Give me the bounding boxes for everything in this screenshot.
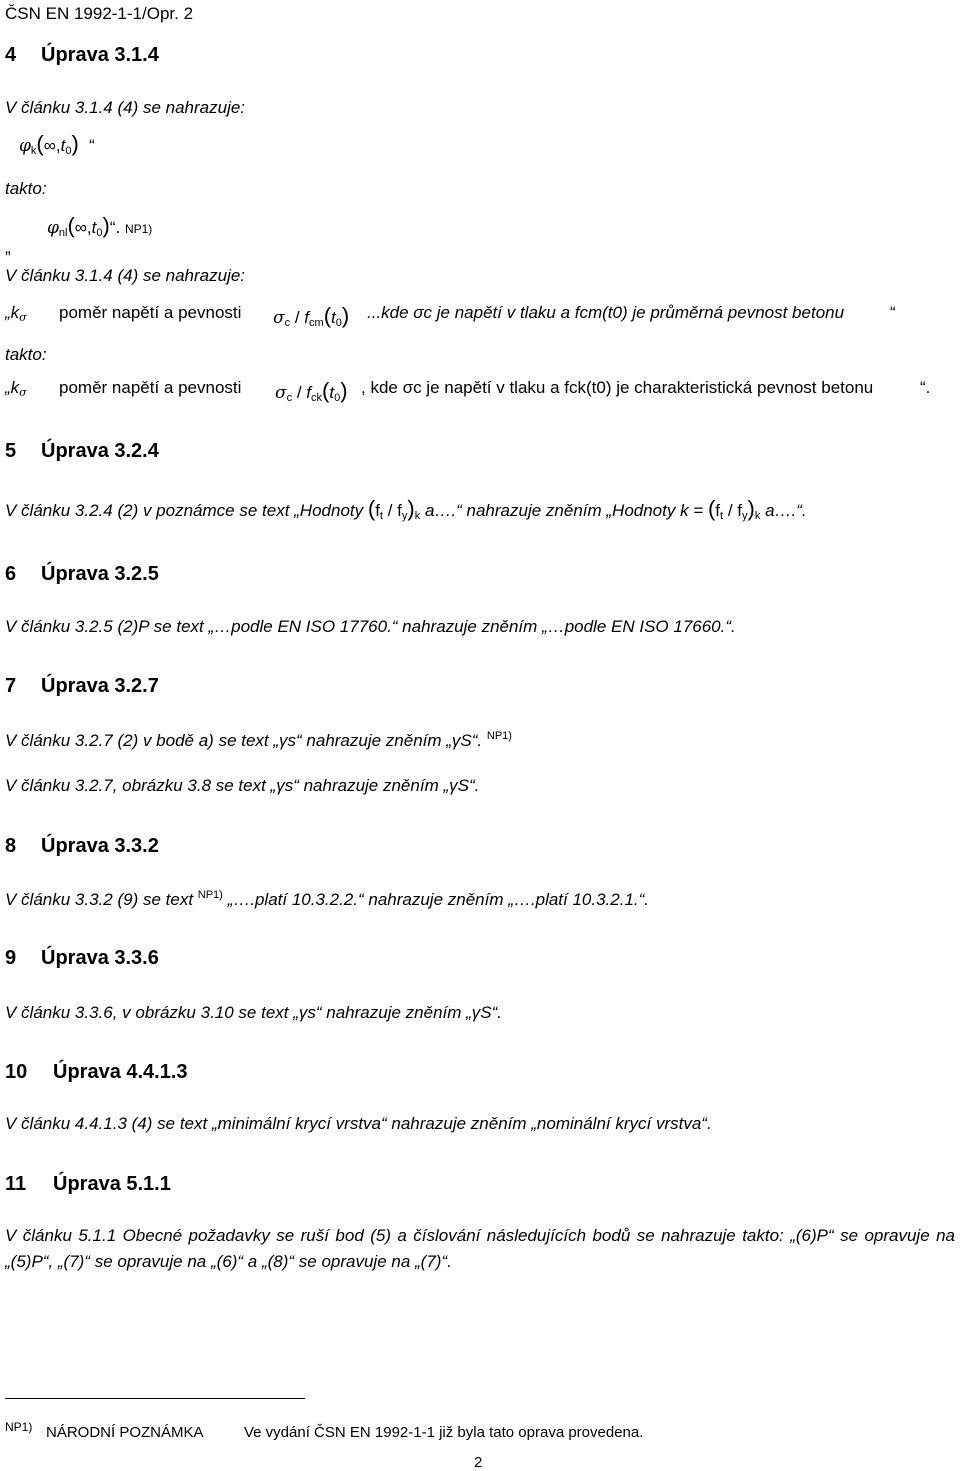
paragraph-3-1-4-b: V článku 3.1.4 (4) se nahrazuje: [5,266,246,285]
section-heading-5: 5 Úprava 3.2.4 [5,440,159,462]
paragraph-3-2-7-b: V článku 3.2.7, obrázku 3.8 se text „γs“ nahrazuje zněním „γS“. [5,776,480,795]
footnote-title: NÁRODNÍ POZNÁMKA [46,1424,204,1441]
quote-open-mark: „ [5,238,11,257]
section-heading-8: 8 Úprava 3.3.2 [5,835,159,857]
paragraph-4-4-1-3: V článku 4.4.1.3 (4) se text „minimální krycí vrstva“ nahrazuje zněním „nominální krycí vrstva“. [5,1114,712,1133]
paragraph-3-2-7-a: V článku 3.2.7 (2) v bodě a) se text „γs“ nahrazuje zněním „γS“. $^{NP1)}$ [5,730,512,750]
section-heading-9: 9 Úprava 3.3.6 [5,947,159,969]
paragraph-3-3-6: V článku 3.3.6, v obrázku 3.10 se text „γs“ nahrazuje zněním „γS“. [5,1003,503,1022]
paragraph-3-3-2: V článku 3.3.2 (9) se text $^{NP1)}$ „….platí 10.3.2.2.“ nahrazuje zněním „….platí 10.3.2.1.“. [5,889,650,909]
k-sigma-new-row: $„k_\sigma$ poměr napětí a pevnosti $\sigma_c / f_{ck}(t_0)$ , kde σc je napětí v tlaku a fck(t0) je charakteristická pevnost betonu “. [5,378,931,404]
formula-phi-nl: $\varphi_{nl}(\infty,t_0)“$. NP1) [47,213,153,239]
paragraph-3-1-4-a: V článku 3.1.4 (4) se nahrazuje: [5,98,246,117]
footnote-separator [5,1398,305,1399]
section-heading-10: 10 Úprava 4.4.1.3 [5,1061,188,1083]
footnote-text: Ve vydání ČSN EN 1992-1-1 již byla tato oprava provedena. [244,1424,644,1441]
page-number: 2 [474,1454,483,1471]
paragraph-5-1-1: V článku 5.1.1 Obecné požadavky se ruší bod (5) a číslování následujících bodů se nahrazuje takto: „(6)P“ se opravuje na „(5)P“, „(7)“ se opravuje na „(6)“ a „(8)“ se opravuje na „(7)“. [5,1226,955,1271]
document-header: ČSN EN 1992-1-1/Opr. 2 [5,4,194,23]
footnote-mark: NP1) [5,1420,33,1434]
paragraph-3-2-4: V článku 3.2.4 (2) v poznámce se text „Hodnoty $(f_t / f_y)_k$ a….“ nahrazuje zněním „Hodnoty $k = (f_t / f_y)_k$ a….“. [5,496,807,522]
section-heading-4: 4 Úprava 3.1.4 [5,44,159,66]
paragraph-3-2-5: V článku 3.2.5 (2)P se text „…podle EN ISO 17760.“ nahrazuje zněním „…podle EN ISO 17660.“. [5,617,736,636]
takto-label-1: takto: [5,179,47,198]
formula-phi-k: $\varphi_k(\infty,t_0)$ “ [19,131,95,157]
section-heading-7: 7 Úprava 3.2.7 [5,675,159,697]
section-heading-11: 11 Úprava 5.1.1 [5,1173,171,1195]
takto-label-2: takto: [5,345,47,364]
k-sigma-old-row: $„k_\sigma$ poměr napětí a pevnosti $\sigma_c / f_{cm}(t_0)$ ...kde σc je napětí v tlaku a fcm(t0) je průměrná pevnost betonu “ [5,303,896,329]
section-heading-6: 6 Úprava 3.2.5 [5,563,159,585]
